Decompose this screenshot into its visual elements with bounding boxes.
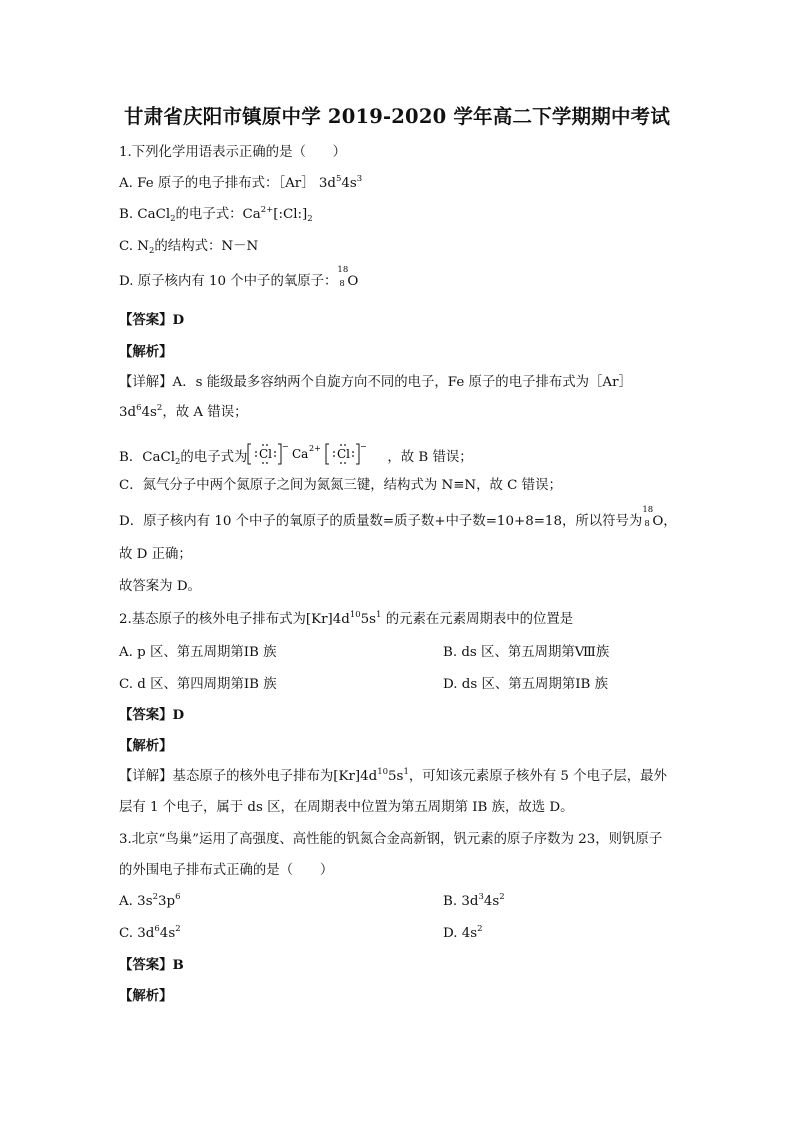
- q1-answer: 【答案】D: [119, 312, 185, 328]
- q1-conclusion: 故答案为 D。: [119, 579, 201, 594]
- q3-stem-line2: 的外围电子排布式正确的是（ ）: [119, 863, 334, 878]
- q1-detail-line2: $3d^64s^2$，故 A 错误；: [119, 403, 248, 420]
- document-title: 甘肃省庆阳市镇原中学 2019-2020 学年高二下学期期中考试: [123, 105, 671, 128]
- q1-option-a: A. Fe 原子的电子排布式：［Ar］ $3d^54s^3$: [119, 174, 363, 191]
- q1-stem: 1.下列化学用语表示正确的是（ ）: [119, 145, 347, 160]
- q3-analysis-heading: 【解析】: [119, 988, 173, 1004]
- calcium-symbol: Ca: [292, 447, 309, 461]
- q2-option-a: A. p 区、第五周期第ⅠB 族: [119, 645, 277, 660]
- q1-detail-b: B．CaCl$_2$的电子式为 Cl − Ca 2+ Cl − ，故 B 错误；: [119, 442, 473, 467]
- q2-stem: 2.基态原子的核外电子排布式为$[Kr]4d^{10}5s^1$ 的元素在元素周期表中的位置是: [119, 610, 574, 627]
- svg-text:−: −: [282, 442, 290, 451]
- q2-detail-line1: 【详解】基态原子的核外电子排布为$[Kr]4d^{10}5s^1$，可知该元素原子核外有 5 个电子层，最外: [119, 767, 667, 784]
- q1-option-b-formula: [:Cl:]: [273, 207, 308, 222]
- q3-option-b: B. $3d^34s^2$: [443, 892, 505, 909]
- q1-option-b: B. CaCl$_2$的电子式：$Ca^{2+}[:Cl:]_2$: [119, 205, 313, 224]
- q1-detail-d-nuclide: 18 8: [642, 505, 654, 529]
- q3-answer: 【答案】B: [119, 957, 184, 973]
- chloride-right-symbol: Cl: [337, 447, 351, 461]
- chloride-left-symbol: Cl: [259, 447, 273, 461]
- q1-option-d: D. 原子核内有 10 个中子的氧原子： 18 8 O: [119, 265, 359, 289]
- q1-analysis-heading: 【解析】: [119, 344, 173, 360]
- q3-option-a: A. $3s^23p^6$: [119, 892, 181, 909]
- svg-text:−: −: [360, 442, 368, 451]
- q2-option-d: D. ds 区、第五周期第ⅠB 族: [443, 677, 608, 692]
- q1-option-c: C. $N_2$的结构式：N－N: [119, 239, 259, 256]
- q1-detail-d-line2: 故 D 正确；: [119, 547, 192, 562]
- q2-detail-line2: 层有 1 个电子，属于 ds 区，在周期表中位置为第五周期第 IB 族，故选 D。: [119, 800, 574, 815]
- q3-stem-line1: 3.北京“鸟巢”运用了高强度、高性能的钒氮合金高新钢，钒元素的原子序数为 23，则钒原子: [119, 832, 663, 847]
- q3-option-c: C. $3d^64s^2$: [119, 924, 181, 941]
- svg-text:2+: 2+: [309, 444, 322, 453]
- electron-dot-formula: [247, 441, 387, 467]
- q1-detail-line1: 【详解】A．s 能级最多容纳两个自旋方向不同的电子，Fe 原子的电子排布式为［Ar］: [119, 375, 632, 390]
- q2-option-c: C. d 区、第四周期第ⅠB 族: [119, 677, 277, 692]
- q1-option-d-nuclide: 18 8: [337, 265, 349, 289]
- q2-analysis-heading: 【解析】: [119, 738, 173, 754]
- q2-option-b: B. ds 区、第五周期第Ⅷ族: [443, 645, 610, 660]
- q2-answer: 【答案】D: [119, 707, 185, 723]
- q1-detail-d: D．原子核内有 10 个中子的氧原子的质量数=质子数+中子数=10+8=18，所以符号为 18 8 O，: [119, 505, 677, 529]
- q3-option-d: D. $4s^2$: [443, 924, 483, 941]
- q1-detail-c: C．氮气分子中两个氮原子之间为氮氮三键，结构式为 N≡N，故 C 错误；: [119, 478, 562, 493]
